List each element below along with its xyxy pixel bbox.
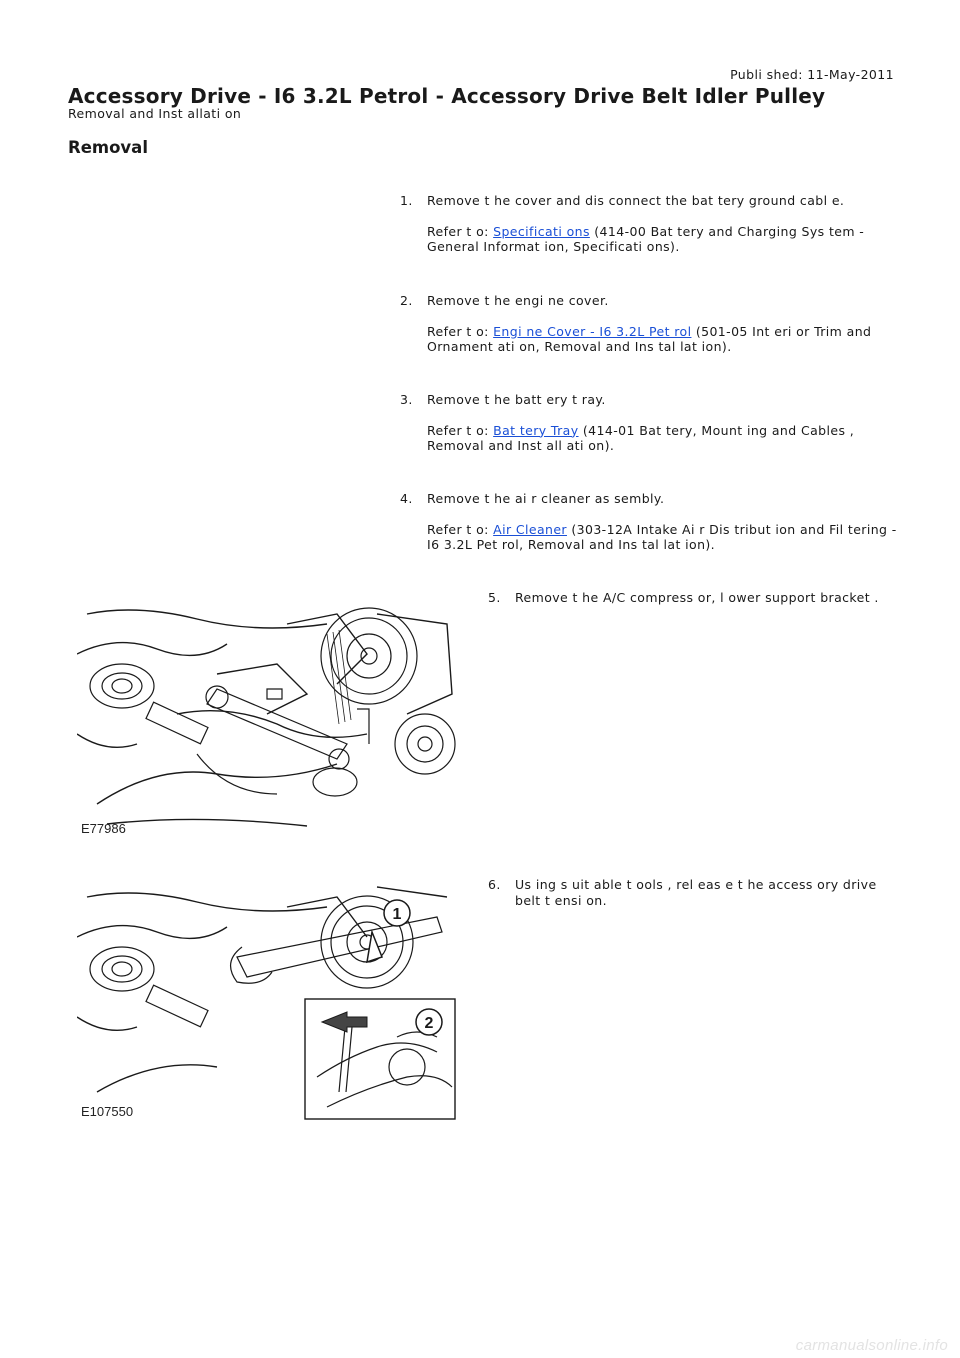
step-text: Remove t he A/C compress or, l ower support bracket . [515,590,879,605]
reference-link[interactable]: Bat tery Tray [493,422,579,438]
step-number: 1. [400,193,413,208]
section-heading: Removal [68,138,148,157]
step-number: 6. [488,877,501,892]
ref-prefix: Refer t o: [427,422,494,438]
engine-illustration-1 [77,594,459,838]
step-number: 4. [400,491,413,506]
figure-belt-tension [77,877,459,1121]
callout-1: 1 [392,906,402,923]
step-text: Remove t he batt ery t ray. [427,392,606,407]
ref-rest: (414-01 Bat tery, Mount ing and Cables , Removal and Inst all ati on). [427,422,855,453]
step-text: Remove t he ai r cleaner as sembly. [427,491,665,506]
ref-rest: (303-12A Intake Ai r Dis tribut ion and Fil tering - I6 3.2L Pet rol, Removal and Ins tal lat ion). [427,521,897,552]
step-number: 3. [400,392,413,407]
step-text: Remove t he engi ne cover. [427,293,609,308]
page-subtitle: Removal and Inst allati on [68,106,242,121]
step-text: Remove t he cover and dis connect the bat tery ground cabl e. [427,193,845,208]
ref-rest: (501-05 Int eri or Trim and Ornament ati on, Removal and Ins tal lat ion). [427,323,872,354]
step-number: 5. [488,590,501,605]
step-text: Us ing s uit able t ools , rel eas e t he access ory drive belt t ensi on. [515,877,877,908]
published-date: Publi shed: 11-May-2011 [730,67,894,82]
reference-link[interactable]: Specificati ons [493,223,590,239]
step-reference [427,324,897,355]
step-reference [427,522,897,553]
figure-label: E107550 [81,1104,134,1119]
ref-prefix: Refer t o: [427,521,494,537]
engine-illustration-2 [77,877,459,1121]
figure-label: E77986 [81,821,126,836]
page-title: Accessory Drive - I6 3.2L Petrol - Accessory Drive Belt Idler Pulley [68,84,826,108]
step-reference [427,423,897,454]
watermark: carmanualsonline.info [795,1337,948,1354]
step-reference [427,224,897,255]
ref-rest: (414-00 Bat tery and Charging Sys tem - General Informat ion, Specificati ons). [427,223,865,254]
ref-prefix: Refer t o: [427,223,494,239]
ref-prefix: Refer t o: [427,323,494,339]
callout-2: 2 [424,1015,434,1032]
step-number: 2. [400,293,413,308]
reference-link[interactable]: Air Cleaner [493,521,567,537]
figure-ac-bracket [77,594,459,838]
reference-link[interactable]: Engi ne Cover - I6 3.2L Pet rol [493,323,692,339]
